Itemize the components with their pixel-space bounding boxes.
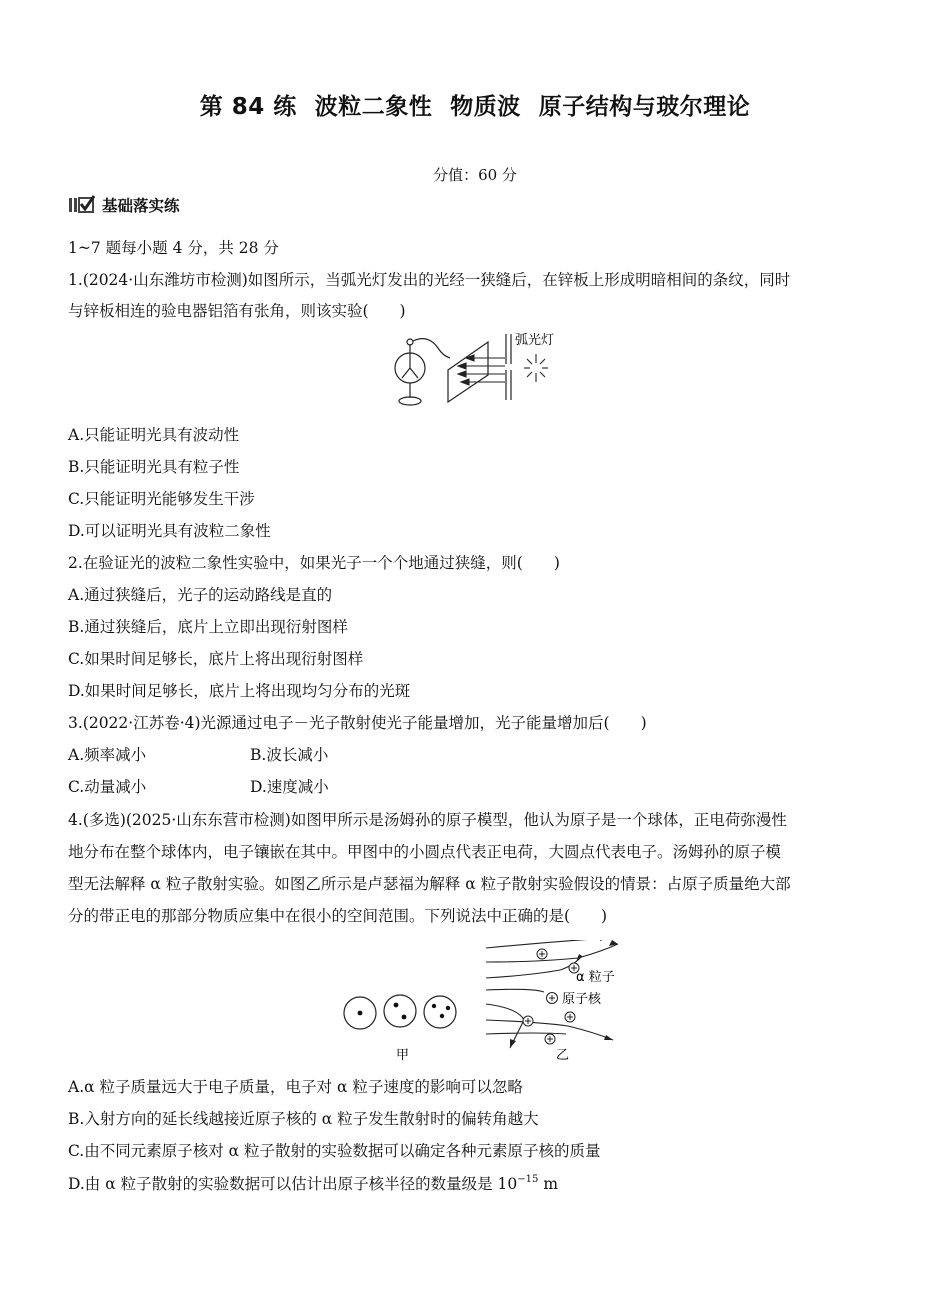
q1-stem-line-1: 1.(2024·山东潍坊市检测)如图所示，当弧光灯发出的光经一狭缝后，在锌板上形成明暗相间的条纹，同时: [68, 271, 791, 289]
q1-option-c: C.只能证明光能够发生干涉: [68, 490, 255, 508]
q4-option-c: C.由不同元素原子核对 α 粒子散射的实验数据可以确定各种元素原子核的质量: [68, 1142, 601, 1160]
q4-stem-line-4: 分的带正电的那部分物质应集中在很小的空间范围。下列说法中正确的是( ): [68, 907, 608, 925]
q4-stem-line-1: 4.(多选)(2025·山东东营市检测)如图甲所示是汤姆孙的原子模型，他认为原子是一个球体，正电荷弥漫性: [68, 811, 787, 829]
page-title: [0, 88, 950, 121]
q4-option-d: [68, 1174, 558, 1194]
q2-stem: 2.在验证光的波粒二象性实验中，如果光子一个个地通过狭缝，则( ): [68, 554, 560, 572]
q1-arc-lamp-figure: [388, 330, 568, 412]
title-part-1: 第 84 练: [199, 94, 297, 120]
q3-stem: 3.(2022·江苏卷·4)光源通过电子－光子散射使光子能量增加，光子能量增加后( ): [68, 714, 647, 732]
checklist-icon: [68, 194, 96, 216]
q2-option-b: B.通过狭缝后，底片上立即出现衍射图样: [68, 618, 348, 636]
figure-label-yi: 乙: [556, 1048, 570, 1063]
section-label: 基础落实练: [102, 197, 180, 215]
figure-label-alpha: α 粒子: [576, 970, 615, 985]
q4-option-d-unit: m: [538, 1175, 559, 1193]
title-part-4: 原子结构与玻尔理论: [538, 94, 751, 120]
figure-label-jia: 甲: [396, 1048, 410, 1063]
score-note: 1~7 题每小题 4 分，共 28 分: [68, 239, 279, 257]
q3-option-c: C.动量减小: [68, 778, 147, 796]
figure-label-nucleus: 原子核: [562, 992, 602, 1007]
q3-options-row-1: [68, 745, 329, 765]
q4-option-d-text: D.由 α 粒子散射的实验数据可以估计出原子核半径的数量级是 10: [68, 1175, 518, 1193]
q1-option-d: D.可以证明光具有波粒二象性: [68, 522, 271, 540]
q1-option-b: B.只能证明光具有粒子性: [68, 458, 240, 476]
q3-options-row-2: [68, 777, 329, 797]
score-text: 分值：60 分: [433, 166, 517, 184]
q4-option-d-exponent: −15: [517, 1174, 539, 1185]
q4-atom-model-figure: [338, 940, 628, 1066]
q4-option-a: A.α 粒子质量远大于电子质量，电子对 α 粒子速度的影响可以忽略: [68, 1078, 523, 1096]
q4-stem-line-3: 型无法解释 α 粒子散射实验。如图乙所示是卢瑟福为解释 α 粒子散射实验假设的情景：占原子质量绝大部: [68, 875, 791, 893]
q3-option-a: A.频率减小: [68, 746, 147, 764]
title-part-2: 波粒二象性: [314, 94, 433, 120]
q2-option-c: C.如果时间足够长，底片上将出现衍射图样: [68, 650, 364, 668]
q2-option-d: D.如果时间足够长，底片上将出现均匀分布的光斑: [68, 682, 411, 700]
q3-option-d: D.速度减小: [250, 778, 329, 796]
arc-lamp-label: 弧光灯: [515, 333, 555, 348]
q1-option-a: A.只能证明光具有波动性: [68, 426, 240, 444]
q1-stem-line-2: 与锌板相连的验电器铝箔有张角，则该实验( ): [68, 302, 406, 320]
q4-stem-line-2: 地分布在整个球体内，电子镶嵌在其中。甲图中的小圆点代表正电荷，大圆点代表电子。汤姆孙的原子模: [68, 843, 782, 861]
title-part-3: 物质波: [450, 94, 521, 120]
q2-option-a: A.通过狭缝后，光子的运动路线是直的: [68, 586, 333, 604]
section-header: [68, 192, 180, 218]
q3-option-b: B.波长减小: [250, 746, 329, 764]
q4-option-b: B.入射方向的延长线越接近原子核的 α 粒子发生散射时的偏转角越大: [68, 1110, 539, 1128]
